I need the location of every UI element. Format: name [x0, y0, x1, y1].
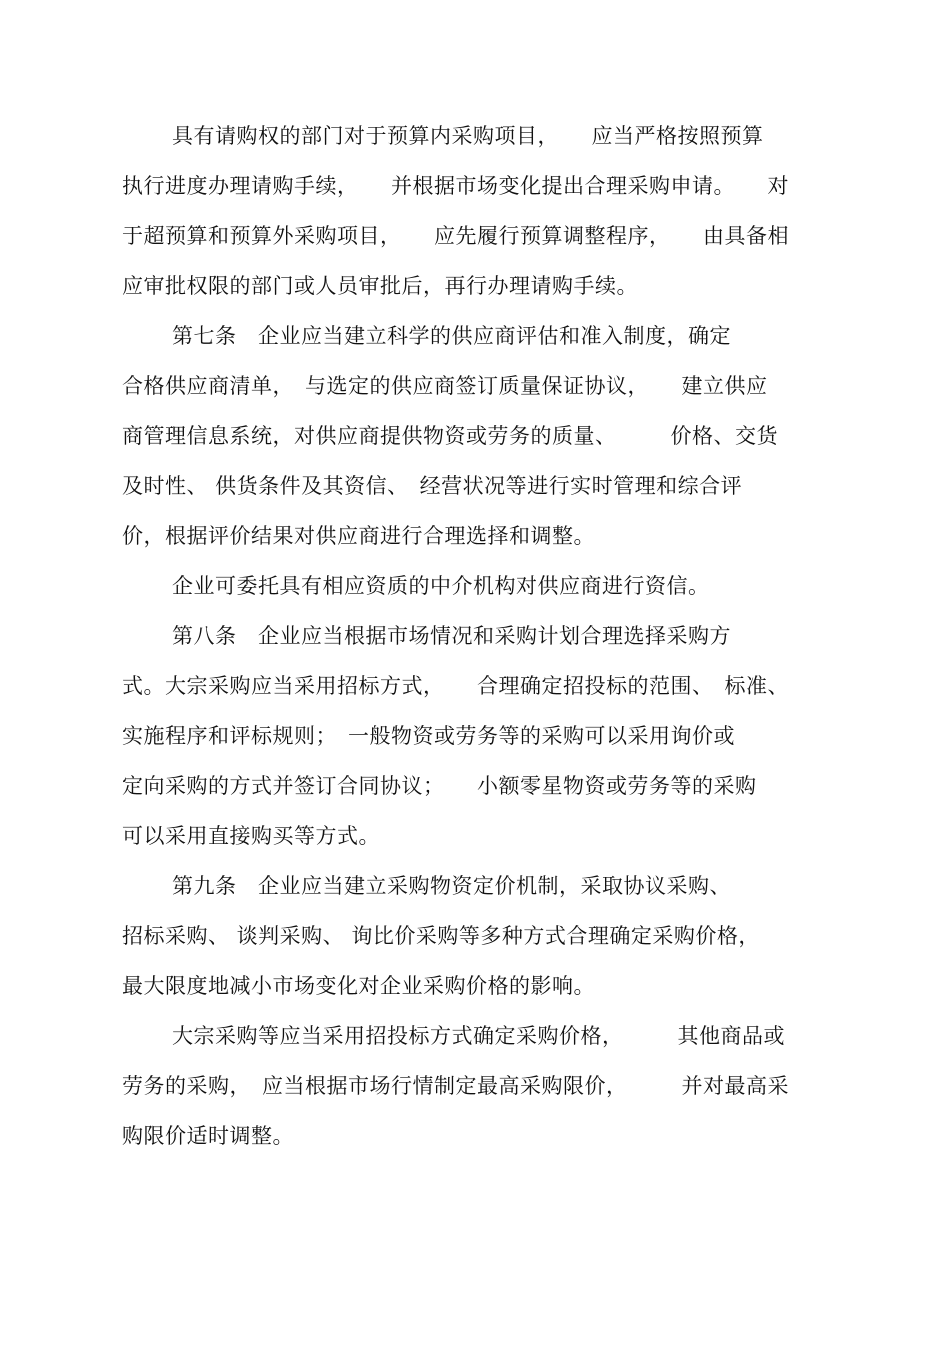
text-line: 企业可委托具有相应资质的中介机构对供应商进行资信。	[172, 574, 710, 598]
text-line: 第七条 企业应当建立科学的供应商评估和准入制度，确定	[172, 324, 731, 348]
text-line: 式。大宗采购应当采用招标方式， 合理确定招投标的范围、 标准、	[122, 674, 789, 698]
text-line: 及时性、 供货条件及其资信、 经营状况等进行实时管理和综合评	[122, 474, 743, 498]
text-line: 定向采购的方式并签订合同协议； 小额零星物资或劳务等的采购	[122, 774, 757, 798]
text-line: 价，根据评价结果对供应商进行合理选择和调整。	[122, 524, 595, 548]
text-line: 实施程序和评标规则； 一般物资或劳务等的采购可以采用询价或	[122, 724, 735, 748]
text-line: 第八条 企业应当根据市场情况和采购计划合理选择采购方	[172, 624, 731, 648]
text-line: 最大限度地减小市场变化对企业采购价格的影响。	[122, 974, 595, 998]
text-line: 合格供应商清单， 与选定的供应商签订质量保证协议， 建立供应	[122, 374, 768, 398]
text-line: 执行进度办理请购手续， 并根据市场变化提出合理采购申请。 对	[122, 174, 789, 198]
text-line: 可以采用直接购买等方式。	[122, 824, 380, 848]
text-line: 劳务的采购， 应当根据市场行情制定最高采购限价， 并对最高采	[122, 1074, 789, 1098]
text-line: 应审批权限的部门或人员审批后，再行办理请购手续。	[122, 274, 638, 298]
text-line: 于超预算和预算外采购项目， 应先履行预算调整程序， 由具备相	[122, 224, 789, 248]
text-line: 第九条 企业应当建立采购物资定价机制，采取协议采购、	[172, 874, 731, 898]
text-line: 大宗采购等应当采用招投标方式确定采购价格， 其他商品或	[172, 1024, 785, 1048]
text-line: 招标采购、 谈判采购、 询比价采购等多种方式合理确定采购价格，	[122, 924, 760, 948]
text-line: 具有请购权的部门对于预算内采购项目， 应当严格按照预算	[172, 124, 764, 148]
text-line: 商管理信息系统，对供应商提供物资或劳务的质量、 价格、交货	[122, 424, 778, 448]
text-line: 购限价适时调整。	[122, 1124, 294, 1148]
